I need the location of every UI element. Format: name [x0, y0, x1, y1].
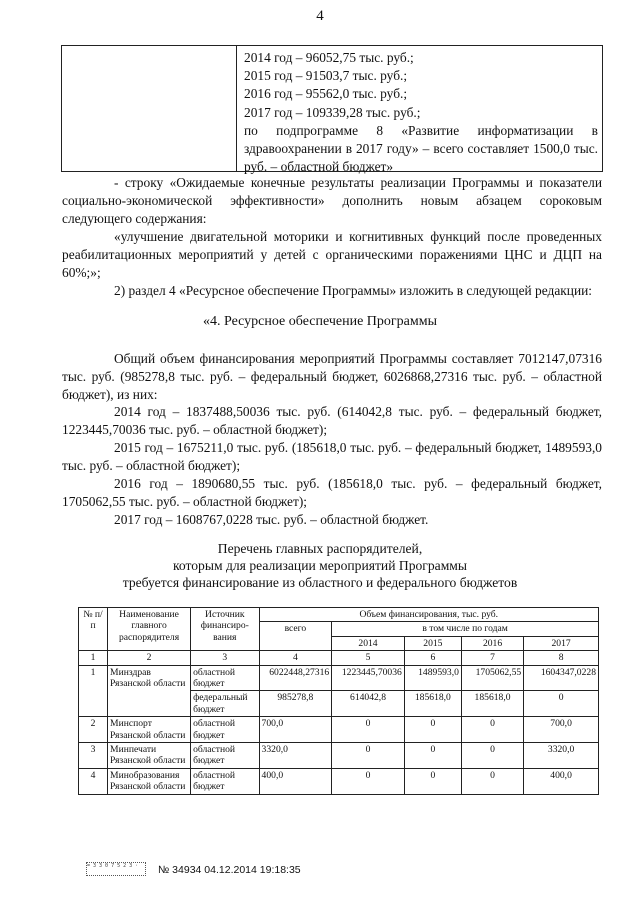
list-title-line: Перечень главных распорядителей,	[217, 541, 423, 556]
row-2016: 185618,0	[461, 691, 523, 717]
row-2015: 185618,0	[404, 691, 461, 717]
row-total: 700,0	[259, 717, 332, 743]
paragraph-amend-row: - строку «Ожидаемые конечные результаты реализации Программы и показатели социально-экономической эффективности» дополнить новым абзацем сороковым следующего содержания:	[62, 175, 602, 226]
column-number: 2	[108, 651, 191, 665]
row-2015: 0	[404, 717, 461, 743]
row-num: 1	[79, 665, 108, 717]
paragraph-funding-2017: 2017 год – 1608767,0228 тыс. руб. – областной бюджет.	[114, 512, 429, 527]
row-num: 3	[79, 743, 108, 769]
funding-by-year-cell	[244, 49, 598, 176]
header-year: 2015	[404, 636, 461, 650]
row-2016: 0	[461, 768, 523, 794]
paragraph-funding-2014: 2014 год – 1837488,50036 тыс. руб. (614042,8 тыс. руб. – федеральный бюджет, 1223445,70036 тыс. руб. – областной бюджет);	[62, 404, 602, 437]
row-total: 3320,0	[259, 743, 332, 769]
table-header-row	[79, 608, 599, 622]
paragraph-funding-2015: 2015 год – 1675211,0 тыс. руб. (185618,0 тыс. руб. – федеральный бюджет, 1489593,0 тыс. руб. – областной бюджет);	[62, 440, 602, 473]
row-2017: 1604347,0228	[524, 665, 599, 691]
row-distributor: Минспорт Рязанской области	[108, 717, 191, 743]
column-number: 6	[404, 651, 461, 665]
row-total: 400,0	[259, 768, 332, 794]
table-row	[79, 665, 599, 691]
header-name: Наименование главного распорядителя	[108, 608, 191, 651]
row-distributor: Минобразования Рязанской области	[108, 768, 191, 794]
paragraph-section-change: 2) раздел 4 «Ресурсное обеспечение Программы» изложить в следующей редакции:	[114, 283, 592, 298]
list-title-line: которым для реализации мероприятий Программы	[172, 558, 468, 573]
row-source: областной бюджет	[191, 665, 259, 691]
paragraph-total-funding: Общий объем финансирования мероприятий Программы составляет 7012147,07316 тыс. руб. (985278,8 тыс. руб. – федеральный бюджет, 6026868,27316 тыс. руб. – областной бюджет), из них:	[62, 351, 602, 402]
row-distributor: Минздрав Рязанской области	[108, 665, 191, 717]
header-source: Источник финансиро- вания	[191, 608, 259, 651]
row-2017: 400,0	[524, 768, 599, 794]
row-source: областной бюджет	[191, 743, 259, 769]
row-total: 6022448,27316	[259, 665, 332, 691]
table-row	[79, 768, 599, 794]
row-2014: 614042,8	[332, 691, 405, 717]
year-line: 2014 год – 96052,75 тыс. руб.;	[244, 50, 414, 65]
header-year: 2014	[332, 636, 405, 650]
row-source: областной бюджет	[191, 717, 259, 743]
barcode-stamp: = 3 3 0 7 5 2 3 ·	[86, 862, 146, 876]
row-2015: 0	[404, 743, 461, 769]
row-distributor: Минпечати Рязанской области	[108, 743, 191, 769]
year-line: 2016 год – 95562,0 тыс. руб.;	[244, 86, 408, 102]
column-number: 7	[461, 651, 523, 665]
header-total: всего	[259, 622, 332, 651]
column-number: 8	[524, 651, 599, 665]
column-number-row	[79, 651, 599, 665]
table-row	[79, 717, 599, 743]
header-num: № п/п	[79, 608, 108, 651]
row-2014: 0	[332, 743, 405, 769]
subprogram-text: по подпрограмме 8 «Развитие информатизации в здравоохранении в 2017 году» – всего составляет 1500,0 тыс. руб. – областной бюджет»	[244, 122, 598, 175]
page-number: 4	[316, 8, 324, 24]
list-title	[0, 540, 640, 591]
row-2016: 0	[461, 717, 523, 743]
row-num: 4	[79, 768, 108, 794]
row-2016: 0	[461, 743, 523, 769]
row-2017: 700,0	[524, 717, 599, 743]
header-year: 2016	[461, 636, 523, 650]
row-2015: 1489593,0	[404, 665, 461, 691]
header-by-years: в том числе по годам	[332, 622, 599, 636]
row-2015: 0	[404, 768, 461, 794]
registration-footer: № 34934 04.12.2014 19:18:35	[158, 864, 301, 876]
column-number: 1	[79, 651, 108, 665]
row-source: федеральный бюджет	[191, 691, 259, 717]
row-2016: 1705062,55	[461, 665, 523, 691]
empty-left-cell	[62, 46, 237, 171]
row-source: областной бюджет	[191, 768, 259, 794]
row-total: 985278,8	[259, 691, 332, 717]
column-number: 5	[332, 651, 405, 665]
row-2017: 0	[524, 691, 599, 717]
column-number: 4	[259, 651, 332, 665]
row-2014: 0	[332, 768, 405, 794]
paragraph-funding-2016: 2016 год – 1890680,55 тыс. руб. (185618,0 тыс. руб. – федеральный бюджет, 1705062,55 тыс. руб. – областной бюджет);	[62, 476, 602, 509]
row-2014: 1223445,70036	[332, 665, 405, 691]
header-volume: Объем финансирования, тыс. руб.	[259, 608, 598, 622]
paragraph-new-text: «улучшение двигательной моторики и когнитивных функций после проведенных реабилитационных мероприятий у детей с органическими поражениями ЦНС и ДЦП на 60%;»;	[62, 229, 602, 280]
row-num: 2	[79, 717, 108, 743]
year-line: 2017 год – 109339,28 тыс. руб.;	[244, 104, 421, 120]
year-line: 2015 год – 91503,7 тыс. руб.;	[244, 68, 408, 84]
table-row	[79, 743, 599, 769]
continuation-table	[61, 45, 603, 175]
distributors-table	[78, 607, 599, 795]
list-title-line: требуется финансирование из областного и федерального бюджетов	[122, 575, 518, 590]
row-2017: 3320,0	[524, 743, 599, 769]
column-number: 3	[191, 651, 259, 665]
row-2014: 0	[332, 717, 405, 743]
header-year: 2017	[524, 636, 599, 650]
section-heading: «4. Ресурсное обеспечение Программы	[202, 314, 437, 329]
